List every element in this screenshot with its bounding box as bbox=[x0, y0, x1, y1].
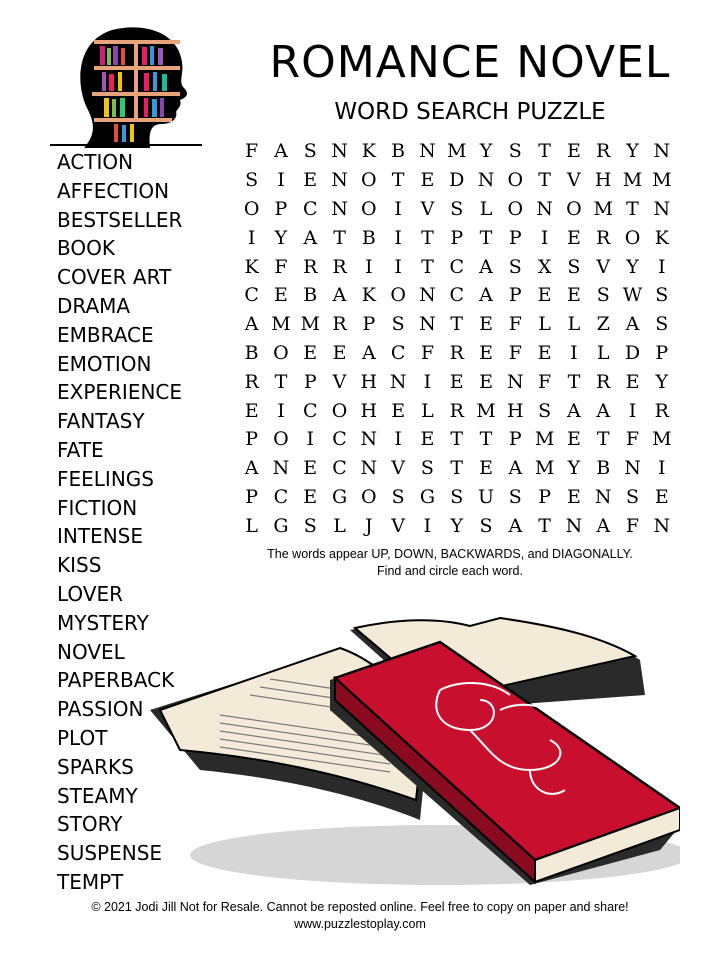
grid-letter[interactable]: R bbox=[596, 226, 611, 249]
grid-letter[interactable]: P bbox=[303, 370, 317, 393]
grid-letter[interactable]: S bbox=[508, 255, 522, 278]
grid-letter[interactable]: B bbox=[596, 457, 611, 480]
grid-letter[interactable]: E bbox=[654, 485, 669, 508]
grid-letter[interactable]: S bbox=[420, 457, 434, 480]
grid-letter[interactable]: K bbox=[361, 140, 376, 163]
grid-letter[interactable]: A bbox=[567, 399, 581, 422]
grid-letter[interactable]: Y bbox=[655, 370, 669, 393]
grid-letter[interactable]: A bbox=[332, 284, 347, 307]
grid-letter[interactable]: L bbox=[596, 341, 610, 364]
grid-letter[interactable]: O bbox=[507, 197, 524, 220]
grid-letter[interactable]: I bbox=[570, 341, 578, 364]
grid-letter[interactable]: R bbox=[332, 255, 347, 278]
grid-letter[interactable]: T bbox=[450, 457, 464, 480]
grid-letter[interactable]: S bbox=[625, 485, 640, 508]
grid-letter[interactable]: E bbox=[566, 428, 581, 451]
grid-letter[interactable]: O bbox=[390, 284, 406, 307]
grid-letter[interactable]: A bbox=[596, 514, 611, 537]
grid-letter[interactable]: I bbox=[658, 457, 666, 480]
grid-letter[interactable]: N bbox=[389, 370, 407, 393]
word-list-item: EMBRACE bbox=[57, 322, 154, 347]
grid-letter[interactable]: C bbox=[449, 255, 464, 278]
grid-letter[interactable]: E bbox=[537, 341, 552, 364]
grid-letter[interactable]: T bbox=[421, 226, 434, 249]
grid-row bbox=[237, 396, 676, 425]
grid-letter[interactable]: E bbox=[303, 457, 318, 480]
grid-letter[interactable]: P bbox=[245, 428, 259, 451]
grid-letter[interactable]: B bbox=[244, 341, 259, 364]
word-list-item: FICTION bbox=[57, 495, 138, 520]
grid-letter[interactable]: P bbox=[508, 226, 522, 249]
grid-letter[interactable]: E bbox=[625, 370, 640, 393]
grid-letter[interactable]: M bbox=[271, 313, 291, 336]
grid-letter[interactable]: Y bbox=[567, 457, 581, 480]
grid-row bbox=[237, 367, 676, 396]
grid-letter[interactable]: K bbox=[244, 255, 259, 278]
grid-letter[interactable]: P bbox=[538, 485, 552, 508]
grid-letter[interactable]: D bbox=[624, 341, 641, 364]
grid-letter[interactable]: B bbox=[391, 140, 406, 163]
grid-letter[interactable]: T bbox=[626, 197, 639, 220]
grid-letter[interactable]: D bbox=[449, 169, 465, 192]
head-silhouette-bookshelf-icon bbox=[74, 26, 204, 148]
grid-letter[interactable]: T bbox=[567, 370, 581, 393]
grid-letter[interactable]: A bbox=[479, 284, 493, 307]
copyright-text: © 2021 Jodi Jill Not for Resale. Cannot be reposted online. Feel free to copy on paper and share! bbox=[91, 900, 629, 914]
word-list-item: PAPERBACK bbox=[57, 668, 175, 693]
word-list-item: FEELINGS bbox=[57, 466, 154, 491]
grid-letter[interactable]: T bbox=[274, 370, 288, 393]
grid-letter[interactable]: N bbox=[653, 514, 671, 537]
grid-letter[interactable]: M bbox=[534, 457, 555, 480]
grid-letter[interactable]: K bbox=[361, 284, 376, 307]
grid-letter[interactable]: P bbox=[274, 197, 288, 220]
grid-letter[interactable]: V bbox=[596, 255, 611, 278]
word-list-item: BESTSELLER bbox=[57, 207, 183, 232]
grid-letter[interactable]: X bbox=[537, 255, 552, 278]
word-list-item: SPARKS bbox=[57, 754, 134, 779]
grid-row bbox=[237, 166, 676, 195]
grid-letter[interactable]: C bbox=[390, 341, 406, 364]
word-list-item: INTENSE bbox=[57, 524, 144, 549]
grid-row bbox=[237, 252, 676, 281]
grid-letter[interactable]: T bbox=[596, 428, 610, 451]
grid-letter[interactable]: I bbox=[394, 197, 402, 220]
grid-letter[interactable]: N bbox=[653, 197, 671, 220]
word-list-item: MYSTERY bbox=[57, 610, 149, 635]
grid-letter[interactable]: N bbox=[331, 140, 348, 163]
grid-letter[interactable]: M bbox=[622, 169, 643, 192]
grid-letter[interactable]: E bbox=[566, 485, 581, 508]
word-list-item: NOVEL bbox=[57, 639, 125, 664]
grid-row bbox=[237, 425, 676, 454]
grid-letter[interactable]: Y bbox=[626, 140, 639, 163]
grid-letter[interactable]: A bbox=[508, 457, 523, 480]
grid-letter[interactable]: S bbox=[567, 255, 581, 278]
grid-letter[interactable]: E bbox=[479, 341, 493, 364]
grid-letter[interactable]: I bbox=[394, 255, 402, 278]
grid-letter[interactable]: H bbox=[507, 399, 524, 422]
grid-letter[interactable]: T bbox=[479, 226, 493, 249]
grid-letter[interactable]: G bbox=[419, 485, 436, 508]
word-list-item: FATE bbox=[57, 437, 104, 462]
grid-letter[interactable]: C bbox=[332, 428, 347, 451]
grid-row bbox=[237, 454, 676, 483]
website-link[interactable]: www.puzzlestoplay.com bbox=[294, 917, 426, 931]
grid-letter[interactable]: E bbox=[479, 313, 493, 336]
grid-letter[interactable]: E bbox=[420, 428, 435, 451]
grid-letter[interactable]: F bbox=[245, 140, 259, 163]
grid-letter[interactable]: A bbox=[479, 255, 493, 278]
grid-letter[interactable]: C bbox=[332, 457, 347, 480]
grid-letter[interactable]: F bbox=[508, 341, 522, 364]
word-list-item: STEAMY bbox=[57, 783, 138, 808]
grid-letter[interactable]: H bbox=[360, 370, 378, 393]
grid-letter[interactable]: I bbox=[394, 428, 402, 451]
grid-letter[interactable]: R bbox=[449, 341, 464, 364]
grid-letter[interactable]: L bbox=[421, 399, 434, 422]
grid-letter[interactable]: S bbox=[450, 197, 464, 220]
grid-letter[interactable]: H bbox=[594, 169, 612, 192]
grid-letter[interactable]: C bbox=[302, 399, 318, 422]
grid-letter[interactable]: F bbox=[538, 370, 552, 393]
grid-letter[interactable]: Y bbox=[479, 140, 493, 163]
grid-letter[interactable]: S bbox=[450, 485, 464, 508]
word-list-item: LOVER bbox=[57, 581, 124, 606]
grid-letter[interactable]: V bbox=[567, 169, 581, 192]
grid-letter[interactable]: E bbox=[244, 399, 259, 422]
grid-letter[interactable]: U bbox=[478, 485, 495, 508]
grid-letter[interactable]: N bbox=[360, 428, 378, 451]
grid-letter[interactable]: F bbox=[625, 428, 640, 451]
grid-letter[interactable]: E bbox=[479, 370, 493, 393]
grid-letter[interactable]: T bbox=[450, 428, 464, 451]
grid-letter[interactable]: O bbox=[331, 399, 348, 422]
grid-letter[interactable]: N bbox=[507, 370, 524, 393]
grid-letter[interactable]: P bbox=[508, 428, 522, 451]
grid-letter[interactable]: N bbox=[419, 140, 436, 163]
grid-letter[interactable]: O bbox=[624, 226, 641, 249]
word-list-item: AFFECTION bbox=[57, 178, 170, 203]
grid-letter[interactable]: S bbox=[303, 140, 317, 163]
grid-letter[interactable]: I bbox=[394, 226, 402, 249]
grid-letter[interactable]: O bbox=[361, 169, 377, 192]
grid-letter[interactable]: A bbox=[303, 226, 318, 249]
grid-letter[interactable]: F bbox=[625, 514, 640, 537]
grid-letter[interactable]: S bbox=[538, 399, 552, 422]
grid-letter[interactable]: I bbox=[423, 514, 432, 537]
grid-letter[interactable]: M bbox=[652, 169, 672, 192]
grid-letter[interactable]: R bbox=[332, 313, 347, 336]
grid-letter[interactable]: V bbox=[391, 457, 405, 480]
grid-letter[interactable]: M bbox=[476, 399, 496, 422]
grid-letter[interactable]: T bbox=[538, 140, 551, 163]
grid-row bbox=[237, 339, 676, 368]
grid-letter[interactable]: S bbox=[655, 284, 669, 307]
grid-letter[interactable]: V bbox=[391, 514, 405, 537]
instructions bbox=[230, 546, 670, 580]
grid-letter[interactable]: R bbox=[449, 399, 464, 422]
grid-letter[interactable]: V bbox=[332, 370, 347, 393]
grid-letter[interactable]: Y bbox=[450, 514, 463, 537]
grid-letter[interactable]: N bbox=[477, 169, 495, 192]
grid-row bbox=[237, 223, 676, 252]
word-list-item: SUSPENSE bbox=[57, 841, 163, 866]
letter-grid bbox=[237, 137, 676, 540]
grid-letter[interactable]: S bbox=[508, 140, 522, 163]
grid-letter[interactable]: I bbox=[365, 255, 373, 278]
word-list-item: PASSION bbox=[57, 697, 144, 722]
grid-letter[interactable]: R bbox=[596, 370, 611, 393]
grid-letter[interactable]: R bbox=[596, 140, 611, 163]
grid-letter[interactable]: E bbox=[566, 140, 581, 163]
grid-letter[interactable]: H bbox=[360, 399, 378, 422]
grid-letter[interactable]: N bbox=[331, 197, 348, 220]
grid-letter[interactable]: R bbox=[654, 399, 669, 422]
word-list-item: BOOK bbox=[57, 236, 115, 261]
grid-letter[interactable]: F bbox=[274, 255, 288, 278]
open-books-illustration bbox=[140, 600, 680, 890]
word-list-item: FANTASY bbox=[57, 409, 145, 434]
grid-letter[interactable]: W bbox=[622, 284, 643, 307]
grid-letter[interactable]: E bbox=[449, 370, 464, 393]
grid-letter[interactable]: O bbox=[273, 341, 289, 364]
grid-letter[interactable]: P bbox=[450, 226, 464, 249]
grid-letter[interactable]: S bbox=[391, 485, 405, 508]
grid-letter[interactable]: E bbox=[537, 284, 552, 307]
word-list-item: TEMPT bbox=[57, 869, 124, 894]
grid-letter[interactable]: A bbox=[244, 457, 259, 480]
grid-letter[interactable]: I bbox=[277, 399, 285, 422]
word-list-item: STORY bbox=[57, 812, 123, 837]
grid-letter[interactable]: S bbox=[655, 313, 669, 336]
grid-letter[interactable]: P bbox=[508, 284, 522, 307]
grid-letter[interactable]: T bbox=[333, 226, 346, 249]
grid-letter[interactable]: C bbox=[273, 485, 289, 508]
grid-letter[interactable]: B bbox=[303, 284, 318, 307]
grid-letter[interactable]: S bbox=[303, 514, 317, 537]
grid-letter[interactable]: M bbox=[300, 313, 320, 336]
grid-letter[interactable]: I bbox=[658, 255, 666, 278]
grid-letter[interactable]: E bbox=[274, 284, 288, 307]
grid-letter[interactable]: V bbox=[420, 197, 435, 220]
grid-letter[interactable]: I bbox=[628, 399, 637, 422]
grid-row bbox=[237, 281, 676, 310]
grid-letter[interactable]: E bbox=[566, 226, 581, 249]
grid-letter[interactable]: I bbox=[423, 370, 432, 393]
grid-letter[interactable]: A bbox=[244, 313, 259, 336]
grid-letter[interactable]: T bbox=[450, 313, 464, 336]
instructions-line-1: The words appear UP, DOWN, BACKWARDS, and DIAGONALLY. bbox=[267, 547, 633, 561]
grid-letter[interactable]: F bbox=[420, 341, 435, 364]
grid-letter[interactable]: P bbox=[245, 485, 259, 508]
grid-letter[interactable]: S bbox=[245, 169, 259, 192]
grid-letter[interactable]: I bbox=[247, 226, 256, 249]
grid-letter[interactable]: O bbox=[361, 197, 377, 220]
grid-letter[interactable]: G bbox=[273, 514, 289, 537]
grid-letter[interactable]: I bbox=[277, 169, 285, 192]
word-list-item: PLOT bbox=[57, 725, 108, 750]
grid-row bbox=[237, 310, 676, 339]
grid-letter[interactable]: M bbox=[652, 428, 672, 451]
grid-letter[interactable]: O bbox=[507, 169, 524, 192]
grid-letter[interactable]: C bbox=[302, 197, 318, 220]
grid-letter[interactable]: S bbox=[391, 313, 405, 336]
grid-letter[interactable]: G bbox=[331, 485, 348, 508]
grid-letter[interactable]: P bbox=[362, 313, 376, 336]
grid-letter[interactable]: R bbox=[303, 255, 318, 278]
grid-letter[interactable]: N bbox=[272, 457, 290, 480]
grid-letter[interactable]: T bbox=[421, 255, 434, 278]
grid-letter[interactable]: E bbox=[391, 399, 406, 422]
grid-letter[interactable]: O bbox=[243, 197, 260, 220]
grid-letter[interactable]: N bbox=[594, 485, 612, 508]
grid-row bbox=[237, 137, 676, 166]
grid-letter[interactable]: Y bbox=[626, 255, 639, 278]
grid-letter[interactable]: L bbox=[245, 514, 258, 537]
grid-letter[interactable]: A bbox=[361, 341, 376, 364]
grid-letter[interactable]: T bbox=[538, 169, 551, 192]
grid-letter[interactable]: E bbox=[332, 341, 347, 364]
grid-letter[interactable]: E bbox=[303, 169, 318, 192]
grid-letter[interactable]: S bbox=[508, 485, 522, 508]
grid-letter[interactable]: C bbox=[244, 284, 259, 307]
grid-letter[interactable]: I bbox=[306, 428, 314, 451]
grid-row bbox=[237, 195, 676, 224]
grid-letter[interactable]: N bbox=[536, 197, 553, 220]
grid-letter[interactable]: B bbox=[361, 226, 376, 249]
grid-letter[interactable]: T bbox=[538, 514, 551, 537]
grid-letter[interactable]: A bbox=[625, 313, 640, 336]
grid-letter[interactable]: O bbox=[273, 428, 289, 451]
grid-letter[interactable]: K bbox=[654, 226, 669, 249]
grid-letter[interactable]: M bbox=[446, 140, 467, 163]
grid-letter[interactable]: O bbox=[566, 197, 582, 220]
word-list-item: COVER ART bbox=[57, 265, 172, 290]
grid-letter[interactable]: R bbox=[244, 370, 259, 393]
grid-letter[interactable]: Y bbox=[274, 226, 288, 249]
grid-letter[interactable]: T bbox=[479, 428, 493, 451]
grid-letter[interactable]: S bbox=[479, 514, 493, 537]
grid-letter[interactable]: E bbox=[479, 457, 493, 480]
grid-row bbox=[237, 483, 676, 512]
page-title: ROMANCE NOVEL bbox=[269, 37, 671, 88]
word-list-item: EXPERIENCE bbox=[57, 380, 183, 405]
grid-row bbox=[237, 511, 676, 540]
grid-letter[interactable]: A bbox=[274, 140, 288, 163]
grid-letter[interactable]: P bbox=[655, 341, 669, 364]
grid-letter[interactable]: E bbox=[303, 341, 318, 364]
grid-letter[interactable]: M bbox=[593, 197, 613, 220]
grid-letter[interactable]: L bbox=[567, 313, 581, 336]
grid-letter[interactable]: J bbox=[365, 514, 373, 537]
grid-letter[interactable]: N bbox=[419, 284, 436, 307]
grid-letter[interactable]: T bbox=[391, 169, 405, 192]
grid-letter[interactable]: Z bbox=[596, 313, 610, 336]
grid-letter[interactable]: N bbox=[565, 514, 583, 537]
grid-letter[interactable]: E bbox=[420, 169, 435, 192]
grid-letter[interactable]: S bbox=[596, 284, 610, 307]
grid-letter[interactable]: L bbox=[479, 197, 493, 220]
grid-letter[interactable]: E bbox=[303, 485, 318, 508]
logo-divider bbox=[50, 144, 202, 146]
grid-letter[interactable]: N bbox=[331, 169, 348, 192]
grid-letter[interactable]: L bbox=[333, 514, 346, 537]
grid-letter[interactable]: N bbox=[653, 140, 671, 163]
instructions-line-2: Find and circle each word. bbox=[377, 564, 523, 578]
word-list-item: KISS bbox=[57, 553, 102, 578]
grid-letter[interactable]: A bbox=[596, 399, 611, 422]
word-list-item: DRAMA bbox=[57, 293, 131, 318]
grid-letter[interactable]: A bbox=[508, 514, 523, 537]
word-list-item: EMOTION bbox=[57, 351, 152, 376]
word-list-item: ACTION bbox=[57, 150, 134, 174]
page-subtitle: WORD SEARCH PUZZLE bbox=[334, 99, 606, 125]
grid-letter[interactable]: O bbox=[361, 485, 377, 508]
grid-letter[interactable]: N bbox=[419, 313, 436, 336]
grid-letter[interactable]: N bbox=[360, 457, 378, 480]
grid-letter[interactable]: L bbox=[538, 313, 551, 336]
grid-letter[interactable]: M bbox=[534, 428, 555, 451]
grid-letter[interactable]: C bbox=[449, 284, 464, 307]
grid-letter[interactable]: E bbox=[566, 284, 581, 307]
grid-letter[interactable]: N bbox=[624, 457, 641, 480]
grid-letter[interactable]: F bbox=[508, 313, 522, 336]
grid-letter[interactable]: I bbox=[540, 226, 549, 249]
